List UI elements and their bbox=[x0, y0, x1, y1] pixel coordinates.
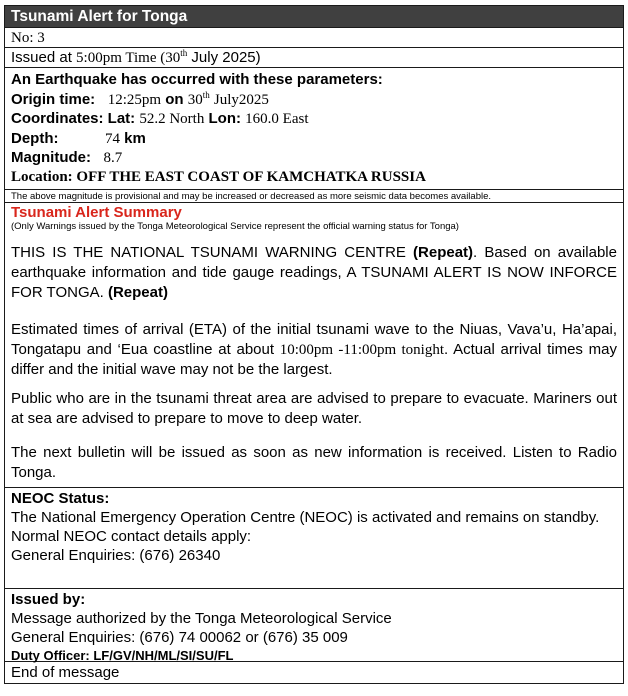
summary-paragraph-3: Public who are in the tsunami threat area are advised to prepare to evacuate. Mariners out at sea are advised to prepare to move to deep water. bbox=[11, 390, 617, 427]
origin-on: on bbox=[165, 90, 184, 108]
issued-at bbox=[5, 48, 623, 68]
summary-title: Tsunami Alert Summary bbox=[11, 204, 182, 221]
coordinates-line bbox=[11, 109, 617, 129]
magnitude-value: 8.7 bbox=[103, 150, 123, 166]
params-heading: An Earthquake has occurred with these parameters: bbox=[11, 71, 383, 88]
end-of-message: End of message bbox=[11, 664, 120, 681]
issued-prefix: Issued at bbox=[11, 49, 77, 66]
provisional-note: The above magnitude is provisional and may be increased or decreased as more seismic data becomes available. bbox=[5, 190, 623, 203]
magnitude-line bbox=[11, 148, 617, 168]
depth-unit: km bbox=[124, 129, 146, 147]
summary-paragraph-4: The next bulletin will be issued as soon as new information is received. Listen to Radio Tonga. bbox=[11, 444, 617, 481]
p1-repeat-2: (Repeat) bbox=[107, 284, 168, 301]
issued-by-authority: Message authorized by the Tonga Meteorological Service bbox=[11, 610, 392, 627]
p2-eta: 10:00pm -11:00pm tonight bbox=[279, 342, 445, 358]
origin-month: July2025 bbox=[213, 91, 269, 108]
alert-summary bbox=[5, 203, 623, 488]
bulletin-number: No: 3 bbox=[5, 28, 623, 48]
location-line: Location: OFF THE EAST COAST OF KAMCHATKA RUSSIA bbox=[11, 168, 426, 185]
issued-by bbox=[5, 589, 623, 662]
magnitude-label: Magnitude: bbox=[11, 149, 91, 166]
origin-time: 12:25pm bbox=[107, 91, 162, 108]
origin-day: 30 bbox=[187, 91, 203, 108]
origin-time-line bbox=[11, 90, 617, 110]
summary-paragraph-2 bbox=[11, 320, 617, 380]
summary-paragraph-1 bbox=[11, 243, 617, 303]
depth-label: Depth: bbox=[11, 129, 59, 147]
coord-label: Coordinates: Lat: bbox=[11, 110, 136, 127]
issued-by-enquiries: General Enquiries: (676) 74 00062 or (676) 35 009 bbox=[11, 629, 348, 646]
issued-by-heading: Issued by: bbox=[11, 591, 86, 608]
neoc-enquiries: General Enquiries: (676) 26340 bbox=[11, 547, 221, 564]
summary-subtitle: (Only Warnings issued by the Tonga Meteorological Service represent the official warning status for Tonga) bbox=[11, 221, 459, 232]
depth-value: 74 bbox=[105, 130, 120, 147]
p1-text-c: . Based on available earthquake information and tide gauge readings, A TSUNAMI ALERT IS NOW INFORCE FOR TONGA. bbox=[11, 244, 617, 301]
p2-text-c: . Actual arrival times may differ and the initial wave may not be the largest. bbox=[11, 341, 617, 378]
origin-sup: th bbox=[202, 89, 210, 100]
depth-line bbox=[11, 129, 617, 149]
lon-label: Lon: bbox=[208, 110, 241, 127]
neoc-text: The National Emergency Operation Centre (NEOC) is activated and remains on standby. bbox=[11, 509, 600, 526]
neoc-heading: NEOC Status: bbox=[11, 490, 110, 507]
earthquake-parameters bbox=[5, 68, 623, 190]
neoc-contact: Normal NEOC contact details apply: bbox=[11, 528, 252, 545]
origin-label: Origin time: bbox=[11, 90, 96, 108]
longitude: 160.0 East bbox=[245, 111, 309, 127]
issued-time: 5:00pm Time (30 bbox=[76, 50, 181, 66]
bulletin-title: Tsunami Alert for Tonga bbox=[5, 6, 623, 28]
tsunami-bulletin bbox=[4, 5, 624, 684]
p1-repeat-1: (Repeat) bbox=[413, 244, 474, 261]
issued-date: July 2025) bbox=[187, 49, 261, 66]
issued-sup: th bbox=[180, 48, 188, 58]
p2-text-a: Estimated times of arrival (ETA) of the initial tsunami wave to the Niuas, Vava’u, Ha’apai, Tongatapu and ‘Eua coastline at about bbox=[11, 321, 617, 358]
latitude: 52.2 North bbox=[139, 111, 205, 127]
duty-officer: Duty Officer: LF/GV/NH/ML/SI/SU/FL bbox=[11, 648, 234, 663]
neoc-status bbox=[5, 488, 623, 589]
p1-text-a: THIS IS THE NATIONAL TSUNAMI WARNING CENTRE bbox=[11, 244, 414, 261]
